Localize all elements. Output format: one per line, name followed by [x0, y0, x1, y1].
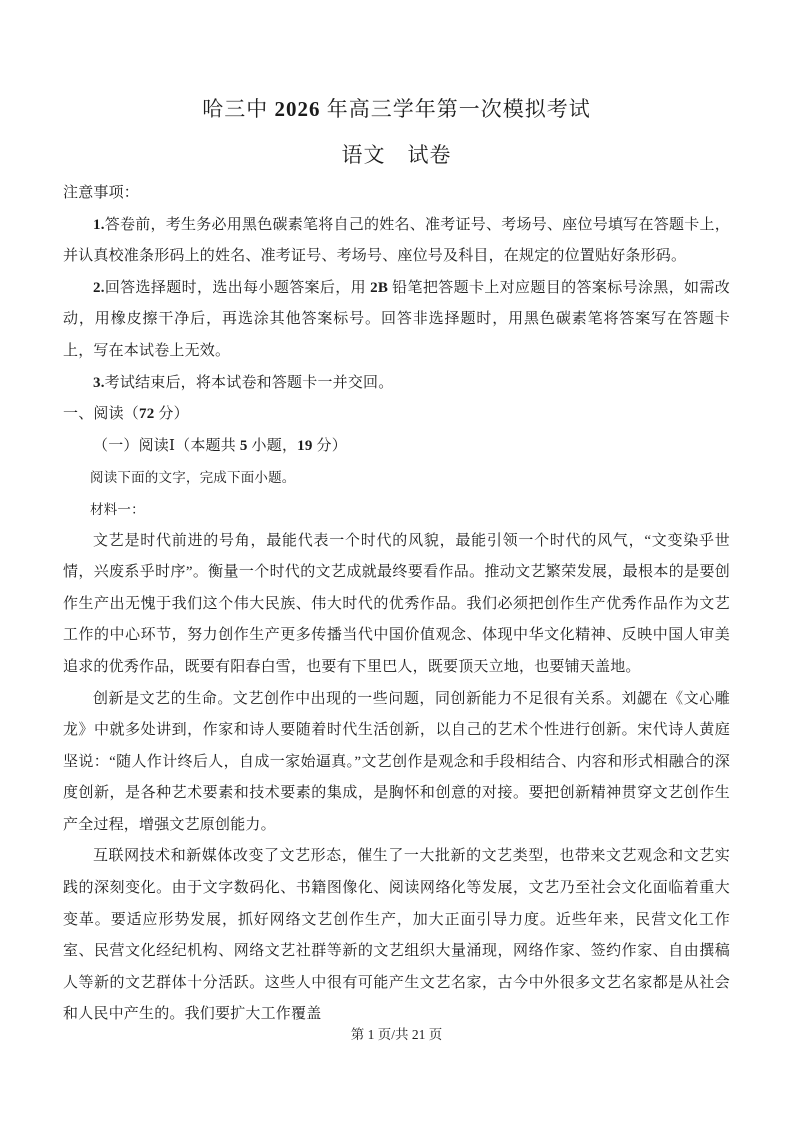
notice-item-1: 1.答卷前，考生务必用黑色碳素笔将自己的姓名、准考证号、考场号、座位号填写在答题卡上，并认真校准条形码上的姓名、准考证号、考场号、座位号及科目，在规定的位置贴好条形码。: [63, 216, 730, 265]
reading-instruction: 阅读下面的文字，完成下面小题。: [90, 470, 296, 486]
material-1-para-1: 文艺是时代前进的号角，最能代表一个时代的风貌，最能引领一个时代的风气，“文变染乎世情，兴废系乎时序”。衡量一个时代的文艺成就最终要看作品。推动文艺繁荣发展，最根本的是要创作生产出无愧于我们这个伟大民族、伟大时代的优秀作品。我们必须把创作生产优秀作品作为文艺工作的中心环节，努力创作生产更多传播当代中国价值观念、体现中华文化精神、反映中国人审美追求的优秀作品，既要有阳春白雪，也要有下里巴人，既要顶天立地，也要铺天盖地。: [63, 532, 730, 675]
notice-item-3: 3.考试结束后，将本试卷和答题卡一并交回。: [93, 374, 394, 391]
material-1-para-2: 创新是文艺的生命。文艺创作中出现的一些问题，同创新能力不足很有关系。刘勰在《文心雕龙》中就多处讲到，作家和诗人要随着时代生活创新，以自己的艺术个性进行创新。宋代诗人黄庭坚说：“随人作计终后人，自成一家始逼真。”文艺创作是观念和手段相结合、内容和形式相融合的深度创新，是各种艺术要素和技术要素的集成，是胸怀和创意的对接。要把创新精神贯穿文艺创作生产全过程，增强文艺原创能力。: [63, 690, 730, 833]
page-number: 第 1 页/共 21 页: [350, 1027, 443, 1042]
subsection-heading-reading-1: （一）阅读Ⅰ（本题共 5 小题，19 分）: [93, 437, 347, 454]
section-heading-reading: 一、阅读（72 分）: [63, 406, 189, 423]
material-1-label: 材料一：: [90, 501, 145, 517]
material-1-para-3: 互联网技术和新媒体改变了文艺形态，催生了一大批新的文艺类型，也带来文艺观念和文艺实践的深刻变化。由于文字数码化、书籍图像化、阅读网络化等发展，文艺乃至社会文化面临着重大变革。要适应形势发展，抓好网络文艺创作生产，加大正面引导力度。近些年来，民营文化工作室、民营文化经纪机构、网络文艺社群等新的文艺组织大量涌现，网络作家、签约作家、自由撰稿人等新的文艺群体十分活跃。这些人中很有可能产生文艺名家，古今中外很多文艺名家都是从社会和人民中产生的。我们要扩大工作覆盖: [63, 848, 730, 1023]
document-body: [63, 86, 730, 1031]
exam-subject: 语文 试卷: [341, 143, 452, 167]
notice-item-2: 2.回答选择题时，选出每小题答案后，用 2B 铅笔把答题卡上对应题目的答案标号涂黑，如需改动，用橡皮擦干净后，再选涂其他答案标号。回答非选择题时，用黑色碳素笔将答案写在答题卡上，写在本试卷上无效。: [63, 279, 730, 359]
exam-title: 哈三中 2026 年高三学年第一次模拟考试: [202, 97, 591, 121]
notice-label: 注意事项：: [63, 185, 140, 201]
